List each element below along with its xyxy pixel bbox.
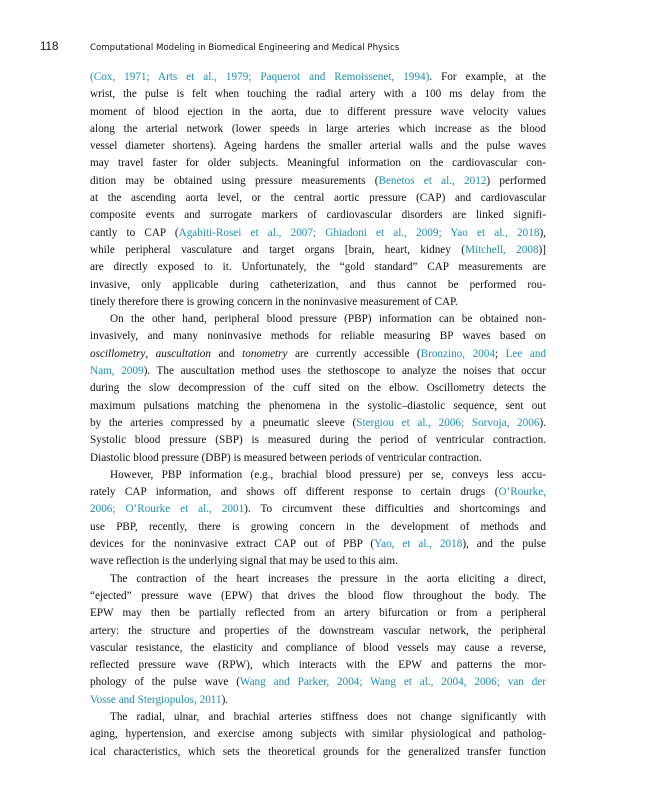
text-run: composite events and surrogate markers of cardiovascular disorders are linked signifi- — [90, 209, 546, 222]
citation-link[interactable]: O’Rourke, — [498, 486, 546, 499]
citation-link[interactable]: (Cox, 1971; Arts et al., 1979; Paquerot and Remoissenet, 1994) — [90, 71, 430, 83]
text-line — [90, 709, 546, 726]
running-header — [40, 41, 399, 55]
text-line — [90, 328, 546, 345]
body-text — [90, 69, 546, 761]
text-line — [90, 277, 546, 294]
text-line — [90, 536, 546, 553]
running-title: Computational Modeling in Biomedical Engineering and Medical Physics — [90, 43, 400, 53]
text-line — [90, 311, 546, 328]
text-line — [90, 69, 546, 86]
text-line — [90, 155, 546, 172]
text-line — [90, 138, 546, 155]
text-run: ). The auscultation method uses the stethoscope to analyze the noises that occur — [143, 365, 546, 378]
text-run: “ejected” pressure wave (EPW) that drives the blood flow throughout the body. The — [90, 589, 546, 602]
italic-term: tonometry — [242, 347, 288, 360]
text-line — [90, 207, 546, 224]
text-run: during the slow decompression of the cuff sited on the elbow. Oscillometry detects the — [90, 382, 546, 395]
text-line — [90, 363, 546, 380]
text-run: ). — [221, 693, 229, 706]
text-line — [90, 294, 546, 311]
text-run: aging, hypertension, and exercise among subjects with similar physiological and patholog- — [90, 728, 546, 741]
text-run: EPW may then be partially reflected from an artery bifurcation or from a peripheral — [90, 607, 546, 620]
text-run: vascular resistance, the elasticity and compliance of blood vessels may cause a reverse, — [90, 641, 546, 654]
text-line — [90, 640, 546, 657]
text-run: ical characteristics, which sets the theoretical grounds for the generalized transfer function — [90, 745, 546, 758]
text-line — [90, 553, 546, 570]
italic-term: auscultation — [155, 347, 211, 360]
text-run: ; — [494, 347, 506, 360]
text-line — [90, 571, 546, 588]
citation-link[interactable]: Stergiou et al., 2006; Sorvoja, 2006 — [356, 416, 540, 429]
text-line — [90, 415, 546, 432]
citation-link[interactable]: Agabiti-Rosei et al., 2007; Ghiadoni et al., 2009; Yao et al., 2018 — [178, 226, 540, 239]
text-line — [90, 173, 546, 190]
text-line — [90, 432, 546, 449]
text-run: along the arterial network (lower speeds in large arteries which increase as the blood — [90, 122, 546, 135]
text-run: invasive, only applicable during catheterization, and thus cannot be performed rou- — [90, 278, 546, 291]
text-run: maximum pulsations matching the phenomena in the systolic–diastolic sequence, sent out — [90, 399, 546, 412]
text-line — [90, 225, 546, 242]
text-run: . For example, at the — [429, 71, 546, 83]
page-number: 118 — [40, 41, 59, 53]
text-line — [90, 744, 546, 761]
citation-link[interactable]: Benetos et al., 2012 — [378, 174, 487, 187]
italic-term: oscillometry — [90, 347, 146, 360]
text-line — [90, 605, 546, 622]
text-run: by the arteries compressed by a pneumatic sleeve ( — [90, 416, 357, 429]
text-line — [90, 484, 546, 501]
citation-link[interactable]: Wang and Parker, 2004; Wang et al., 2004, 2006; van der — [239, 676, 546, 689]
citation-link[interactable]: Vosse and Stergiopulos, 2011 — [90, 693, 222, 706]
text-run: ) performed — [486, 174, 546, 187]
text-run: wrist, the pulse is felt when touching the radial artery with a 100 ms delay from the — [90, 88, 546, 101]
text-run: The radial, ulnar, and brachial arteries stiffness does not change significantly with — [110, 710, 546, 723]
text-run: at the ascending aorta level, or the central aortic pressure (CAP) and cardiovascular — [90, 192, 546, 205]
text-line — [90, 259, 546, 276]
text-run: ). To circumvent these difficulties and shortcomings and — [244, 503, 546, 516]
text-run: cantly to CAP ( — [90, 226, 179, 239]
citation-link[interactable]: Bronzino, 2004 — [420, 347, 495, 360]
text-run: dition may be obtained using pressure measurements ( — [90, 174, 379, 187]
text-run: ). — [539, 416, 546, 429]
text-line — [90, 726, 546, 743]
text-run: ), and the pulse — [462, 538, 547, 551]
text-run: Systolic blood pressure (SBP) is measured during the period of ventricular contraction. — [90, 434, 546, 447]
text-run: ), — [539, 226, 546, 239]
text-line — [90, 657, 546, 674]
citation-link[interactable]: Mitchell, 2008 — [465, 243, 539, 256]
text-run: invasively, and many noninvasive methods for reliable measuring BP waves based on — [90, 330, 546, 343]
text-line — [90, 692, 546, 709]
text-line — [90, 623, 546, 640]
text-run: while peripheral vasculature and target organs [brain, heart, kidney ( — [90, 243, 466, 256]
text-run: vessel diameter shortens). Ageing hardens the smaller arterial walls and the pulse waves — [90, 140, 546, 153]
text-line — [90, 86, 546, 103]
text-line — [90, 588, 546, 605]
citation-link[interactable]: Lee and — [505, 347, 547, 360]
text-run: may travel faster for older subjects. Meaningful information on the cardiovascular con- — [90, 157, 546, 170]
text-run: artery: the structure and properties of the downstream vascular network, the peripheral — [90, 624, 546, 637]
text-line — [90, 190, 546, 207]
text-line — [90, 519, 546, 536]
text-run: are currently accessible ( — [287, 347, 421, 360]
text-run: , — [145, 347, 156, 360]
text-line — [90, 346, 546, 363]
text-run: tinely therefore there is growing concern in the noninvasive measurement of CAP. — [90, 295, 458, 308]
text-line — [90, 450, 546, 467]
text-line — [90, 121, 546, 138]
text-run: On the other hand, peripheral blood pressure (PBP) information can be obtained non- — [110, 313, 546, 326]
text-run: However, PBP information (e.g., brachial blood pressure) per se, conveys less accu- — [110, 468, 546, 481]
text-line — [90, 398, 546, 415]
text-run: The contraction of the heart increases the pressure in the aorta eliciting a direct, — [110, 572, 546, 585]
text-line — [90, 467, 546, 484]
text-run: Diastolic blood pressure (DBP) is measured between periods of ventricular contraction. — [90, 451, 482, 464]
text-run: and — [210, 347, 243, 360]
text-run: are directly exposed to it. Unfortunately, the “gold standard” CAP measurements are — [90, 261, 546, 274]
text-line — [90, 501, 546, 518]
text-run: devices for the noninvasive extract CAP out of PBP ( — [90, 538, 375, 551]
text-run: reflected pressure wave (RPW), which interacts with the EPW and patterns the mor- — [90, 659, 546, 672]
text-line — [90, 104, 546, 121]
citation-link[interactable]: Yao, et al., 2018 — [374, 538, 463, 551]
text-run: wave reflection is the underlying signal that may be used to this aim. — [90, 555, 398, 568]
text-line — [90, 242, 546, 259]
citation-link[interactable]: Nam, 2009 — [90, 365, 144, 378]
text-line — [90, 380, 546, 397]
text-run: phology of the pulse wave ( — [90, 676, 240, 689]
text-run: use PBP, recently, there is growing concern in the development of methods and — [90, 520, 546, 533]
citation-link[interactable]: 2006; O’Rourke et al., 2001 — [90, 503, 245, 516]
text-run: moment of blood ejection in the aorta, due to different pressure wave velocity values — [90, 105, 546, 118]
text-run: rately CAP information, and shows off different response to certain drugs ( — [90, 486, 499, 499]
text-line — [90, 674, 546, 691]
text-run: )] — [538, 243, 546, 256]
